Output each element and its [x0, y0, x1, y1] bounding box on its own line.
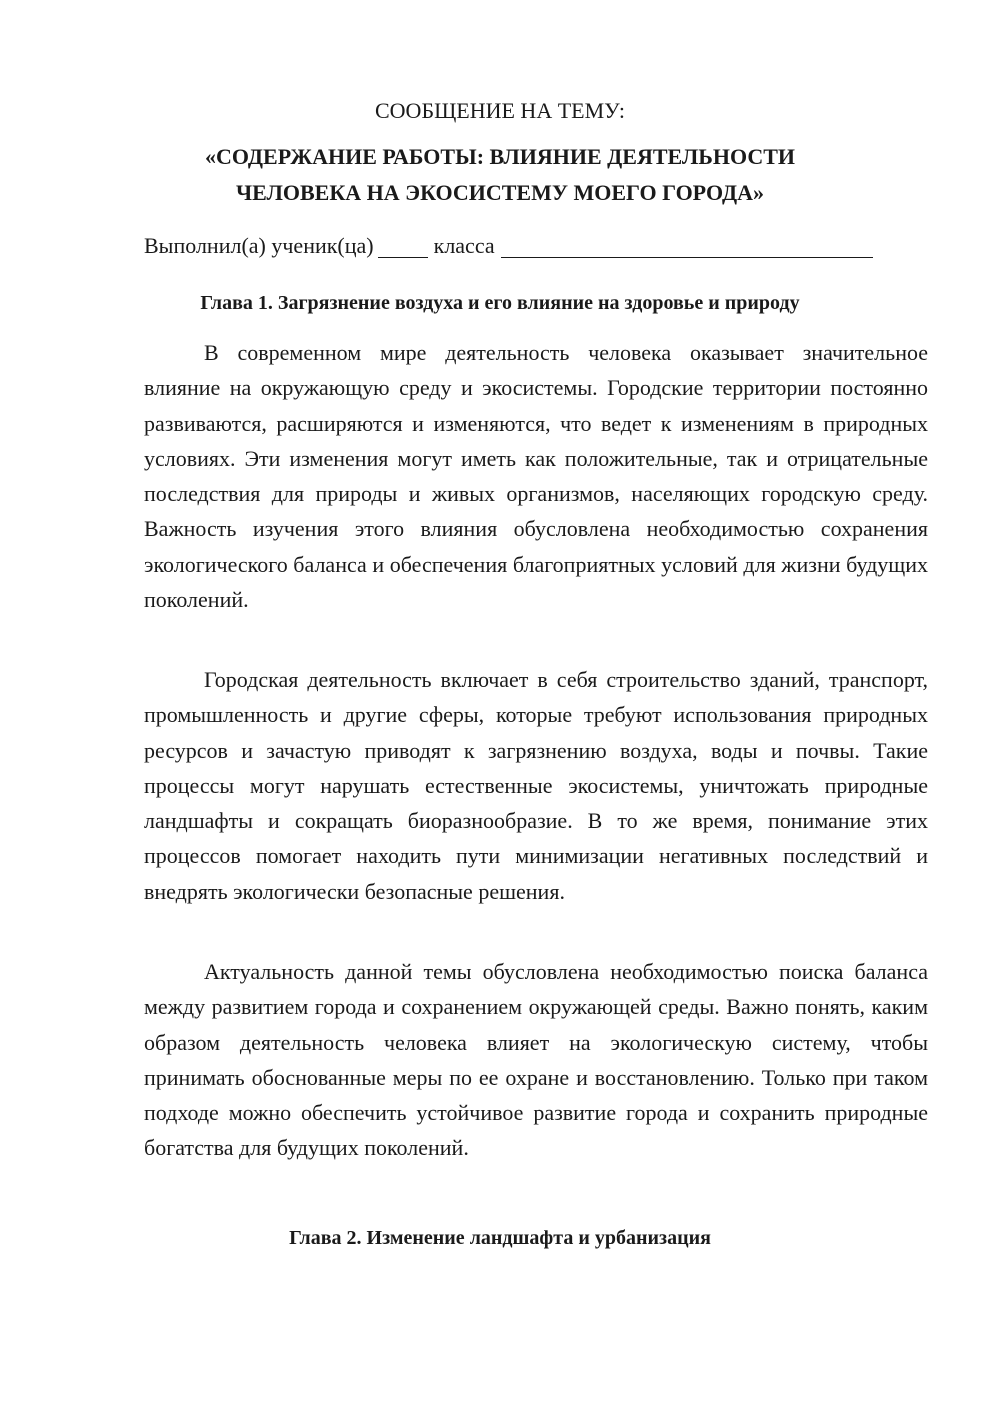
- class-label: класса: [433, 233, 495, 258]
- chapter-2-title: Глава 2. Изменение ландшафта и урбанизация: [289, 1227, 711, 1249]
- student-name-blank: [501, 235, 873, 258]
- document-title-line-1: «СОДЕРЖАНИЕ РАБОТЫ: ВЛИЯНИЕ ДЕЯТЕЛЬНОСТИ: [204, 144, 796, 169]
- document-header: СООБЩЕНИЕ НА ТЕМУ:: [375, 98, 625, 123]
- chapter-1-title: Глава 1. Загрязнение воздуха и его влияние на здоровье и природу: [200, 292, 800, 314]
- author-prefix: Выполнил(а) ученик(ца): [144, 233, 374, 258]
- chapter-1-paragraph: В современном мире деятельность человека оказывает значительное влияние на окружающую среду и экосистемы. Городские территории постоянно развиваются, расширяются и изменяются, что ведет к изменениям в природных условиях. Эти изменения могут иметь как положительные, так и отрицательные последствия для природы и живых организмов, населяющих городскую среду. Важность изучения этого влияния обусловлена необходимостью сохранения экологического баланса и обеспечения благоприятных условий для жизни будущих поколений.: [144, 340, 928, 613]
- author-line: [144, 235, 934, 258]
- chapter-1-paragraph: Актуальность данной темы обусловлена необходимостью поиска баланса между развитием города и сохранением окружающей среды. Важно понять, каким образом деятельность человека влияет на экологическую систему, чтобы принимать обоснованные меры по ее охране и восстановлению. Только при таком подходе можно обеспечить устойчивое развитие города и сохранить природные богатства для будущих поколений.: [144, 959, 928, 1161]
- document-title-line-2: ЧЕЛОВЕКА НА ЭКОСИСТЕМУ МОЕГО ГОРОДА»: [235, 180, 765, 205]
- class-number-blank: [378, 235, 428, 258]
- chapter-1-paragraph: Городская деятельность включает в себя строительство зданий, транспорт, промышленность и другие сферы, которые требуют использования природных ресурсов и зачастую приводят к загрязнению воздуха, воды и почвы. Такие процессы могут нарушать естественные экосистемы, уничтожать природные ландшафты и сокращать биоразнообразие. В то же время, понимание этих процессов помогает находить пути минимизации негативных последствий и внедрять экологически безопасные решения.: [144, 667, 928, 904]
